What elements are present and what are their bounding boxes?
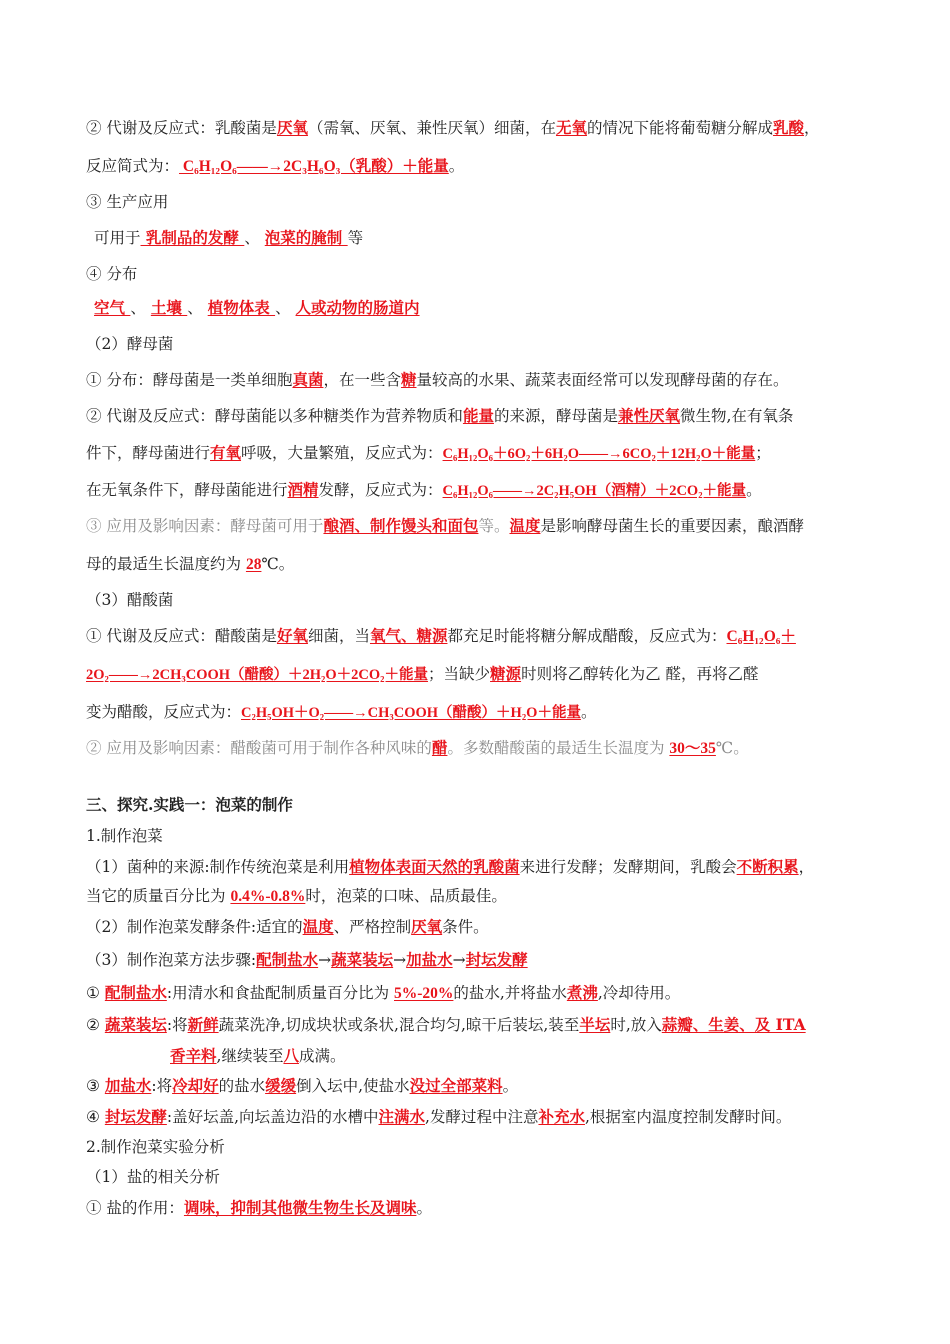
text-segment: ,继续装至 <box>216 1047 284 1065</box>
text-segment: （3）制作泡菜方法步骤: <box>86 951 257 969</box>
text-segment: 、 <box>187 299 208 317</box>
text-line <box>86 664 759 685</box>
answer-highlight: 糖源 <box>490 664 522 683</box>
answer-highlight: 有氧 <box>210 443 242 462</box>
text-segment: 母的最适生长温度约为 <box>86 555 246 573</box>
text-segment: ③ <box>86 1077 105 1095</box>
text-segment: 1.制作泡菜 <box>86 827 163 845</box>
text-segment: 时,放入 <box>610 1016 662 1034</box>
text-segment: （1）菌种的来源:制作传统泡菜是利用 <box>86 858 350 876</box>
text-segment: 时，泡菜的口味、品质最佳。 <box>305 887 507 905</box>
answer-highlight: 加盐水 <box>104 1076 152 1095</box>
answer-highlight: 28 <box>245 556 262 573</box>
text-segment: ；当缺少 <box>428 665 491 683</box>
text-segment: 时则将乙醇转化为乙 醛，再将乙醛 <box>521 665 759 683</box>
text-segment: 反应简式为： <box>86 157 180 175</box>
answer-highlight: 空气 <box>94 298 131 317</box>
text-segment: 在无氧条件下，酵母菌能进行 <box>86 481 288 499</box>
answer-highlight: 2O₂——→2CH₃COOH（醋酸）＋2H₂O＋2CO₂＋能量 <box>86 667 429 683</box>
text-segment: ① 分布：酵母菌是一类单细胞 <box>86 371 293 389</box>
text-segment: → <box>393 951 407 969</box>
answer-highlight: 乳制品的发酵 <box>140 228 245 247</box>
answer-highlight: 注满水 <box>378 1107 426 1126</box>
text-segment: （1）盐的相关分析 <box>86 1168 220 1186</box>
text-line <box>86 156 464 177</box>
answer-highlight: 新鲜 <box>187 1015 219 1034</box>
text-segment: 可用于 <box>94 229 141 247</box>
answer-highlight: 厌氧 <box>411 917 443 936</box>
text-line <box>86 702 596 723</box>
text-segment: 。多数醋酸菌的最适生长温度为 <box>447 739 670 757</box>
text-line <box>86 1198 432 1218</box>
text-segment: ，在一些含 <box>323 371 401 389</box>
answer-highlight: 煮沸 <box>566 983 598 1002</box>
text-segment: （3）醋酸菌 <box>86 591 174 609</box>
text-segment: ,发酵过程中注意 <box>425 1108 539 1126</box>
text-segment: ① 代谢及反应式：醋酸菌是 <box>86 627 277 645</box>
text-segment: ② 代谢及反应式：乳酸菌是 <box>86 119 277 137</box>
answer-highlight: 乳酸 <box>773 118 805 137</box>
text-segment: ④ 分布 <box>86 265 138 283</box>
answer-highlight: 八 <box>283 1046 299 1065</box>
text-line <box>86 334 173 354</box>
text-segment: 。 <box>580 703 597 721</box>
text-line <box>86 554 294 575</box>
answer-highlight: 酒精 <box>287 480 319 499</box>
answer-highlight: 封坛发酵 <box>465 950 528 969</box>
answer-highlight: 好氧 <box>276 626 308 645</box>
text-segment: ① <box>86 984 105 1002</box>
answer-highlight: 0.4%-0.8% <box>230 888 306 905</box>
answer-highlight: 香辛料 <box>170 1046 217 1065</box>
text-segment: （2）制作泡菜发酵条件:适宜的 <box>86 918 303 936</box>
text-segment: ④ <box>86 1108 105 1126</box>
answer-highlight: 配制盐水 <box>256 950 319 969</box>
answer-highlight: 调味，抑制其他微生物生长及调味 <box>183 1198 417 1217</box>
text-segment: 等 <box>347 229 364 247</box>
text-line <box>86 1137 225 1157</box>
text-segment: 发酵，反应式为： <box>318 481 443 499</box>
text-line <box>86 443 771 464</box>
text-line <box>170 1046 345 1066</box>
text-segment: 细菌，当 <box>307 627 370 645</box>
answer-highlight: 植物体表 <box>207 298 276 317</box>
text-segment: ℃。 <box>715 739 749 757</box>
text-segment: 。 <box>502 1077 519 1095</box>
text-segment: 件下，酵母菌进行 <box>86 444 211 462</box>
answer-highlight: C₆H₁₂O₆——→2C₃H₆O₃（乳酸）＋能量 <box>179 158 449 175</box>
text-segment: → <box>452 951 466 969</box>
answer-highlight: 氧气、糖源 <box>369 626 448 645</box>
text-segment: 等。 <box>478 517 510 535</box>
text-line <box>86 406 793 426</box>
text-line <box>86 738 749 759</box>
text-segment: 三、探究.实践一：泡菜的制作 <box>86 795 293 814</box>
text-segment: 。 <box>448 157 465 175</box>
text-line <box>86 917 489 937</box>
answer-highlight: 30～35 <box>669 740 716 757</box>
text-segment: 、 <box>275 299 296 317</box>
text-segment: 的盐水,并将盐水 <box>453 984 567 1002</box>
answer-highlight: 缓缓 <box>265 1076 297 1095</box>
text-segment: ② 代谢及反应式：酵母菌能以多种糖类作为营养物质和 <box>86 407 463 425</box>
text-segment: 呼吸，大量繁殖，反应式为： <box>241 444 443 462</box>
text-segment: → <box>318 951 332 969</box>
answer-highlight: 真菌 <box>292 370 324 389</box>
text-line <box>86 590 173 610</box>
text-segment: ② 应用及影响因素：醋酸菌可用于制作各种风味的 <box>86 739 432 757</box>
text-segment: （需氧、厌氧、兼性厌氧）细菌，在 <box>307 119 556 137</box>
text-line <box>86 950 528 970</box>
answer-highlight: 糖 <box>400 370 417 389</box>
answer-highlight: 能量 <box>462 406 494 425</box>
answer-highlight: 蒜瓣、生姜、及 ITA <box>661 1015 806 1034</box>
answer-highlight: C₆H₁₂O₆——→2C₂H₅OH（酒精）＋2CO₂＋能量 <box>442 483 747 499</box>
text-segment: ③ 生产应用 <box>86 193 169 211</box>
text-segment: 量较高的水果、蔬菜表面经常可以发现酵母菌的存在。 <box>416 371 789 389</box>
text-segment: 。 <box>416 1199 432 1217</box>
text-segment: ② <box>86 1016 105 1034</box>
answer-highlight: 醋 <box>431 738 448 757</box>
text-segment: ， <box>804 119 820 137</box>
answer-highlight: 兼性厌氧 <box>617 406 680 425</box>
answer-highlight: 酿酒、制作馒头和面包 <box>323 516 479 535</box>
answer-highlight: 半坛 <box>579 1015 611 1034</box>
text-segment: 都充足时能将糖分解成醋酸，反应式为： <box>447 627 727 645</box>
answer-highlight: C₆H₁₂O₆＋ <box>726 628 796 645</box>
text-segment: 的盐水 <box>218 1077 266 1095</box>
text-segment: 倒入坛中,使盐水 <box>296 1077 410 1095</box>
text-line <box>86 826 163 846</box>
text-segment: 、 <box>130 299 151 317</box>
text-line <box>94 228 363 248</box>
text-line <box>86 626 796 647</box>
answer-highlight: C₂H₅OH＋O₂——→CH₃COOH（醋酸）＋H₂O＋能量 <box>241 705 581 721</box>
text-segment: ① 盐的作用： <box>86 1199 184 1217</box>
text-segment: 。 <box>746 481 762 499</box>
answer-highlight: 人或动物的肠道内 <box>295 298 420 317</box>
text-segment: ； <box>755 444 771 462</box>
text-line <box>86 886 507 907</box>
text-segment: 是影响酵母菌生长的重要因素，酿酒酵 <box>540 517 804 535</box>
text-segment: :将 <box>151 1077 173 1095</box>
text-line <box>86 118 820 138</box>
answer-highlight: 蔬菜装坛 <box>104 1015 167 1034</box>
text-segment: ,根据室内温度控制发酵时间。 <box>584 1108 792 1126</box>
answer-highlight: 蔬菜装坛 <box>331 950 394 969</box>
text-line <box>86 1076 518 1096</box>
answer-highlight: 配制盐水 <box>104 983 167 1002</box>
text-segment: 来进行发酵；发酵期间，乳酸会 <box>519 858 737 876</box>
text-line <box>86 370 789 390</box>
text-segment: 、 <box>244 229 265 247</box>
answer-highlight: 泡菜的腌制 <box>264 228 348 247</box>
text-line <box>86 1167 220 1187</box>
answer-highlight: 不断积累 <box>736 857 799 876</box>
text-line <box>86 857 814 877</box>
text-segment: :用清水和食盐配制质量百分比为 <box>166 984 394 1002</box>
answer-highlight: C₆H₁₂O₆＋6O₂＋6H₂O——→6CO₂＋12H₂O＋能量 <box>442 446 756 462</box>
text-segment: 的情况下能将葡萄糖分解成 <box>586 119 773 137</box>
text-segment: ， <box>798 858 815 876</box>
text-line <box>86 795 293 815</box>
answer-highlight: 5%-20% <box>394 985 454 1002</box>
answer-highlight: 厌氧 <box>276 118 308 137</box>
text-segment: （2）酵母菌 <box>86 335 174 353</box>
answer-highlight: 冷却好 <box>172 1076 219 1095</box>
text-line <box>86 264 137 284</box>
answer-highlight: 补充水 <box>538 1107 585 1126</box>
answer-highlight: 温度 <box>509 516 541 535</box>
text-segment: 当它的质量百分比为 <box>86 887 231 905</box>
text-segment: 蔬菜洗净,切成块状或条状,混合均匀,晾干后装坛,装至 <box>218 1016 580 1034</box>
answer-highlight: 加盐水 <box>406 950 453 969</box>
answer-highlight: 没过全部菜料 <box>409 1076 503 1095</box>
text-segment: ,冷却待用。 <box>597 984 681 1002</box>
text-segment: 的来源，酵母菌是 <box>493 407 618 425</box>
text-segment: :将 <box>166 1016 188 1034</box>
text-line <box>86 480 762 501</box>
answer-highlight: 温度 <box>302 917 334 936</box>
answer-highlight: 植物体表面天然的乳酸菌 <box>349 857 520 876</box>
text-line <box>86 1107 791 1127</box>
text-segment: 、严格控制 <box>333 918 412 936</box>
text-line <box>86 516 804 536</box>
answer-highlight: 无氧 <box>555 118 587 137</box>
text-segment: 变为醋酸，反应式为： <box>86 703 242 721</box>
text-segment: ℃。 <box>261 555 295 573</box>
text-line <box>86 192 168 212</box>
text-line <box>86 983 680 1004</box>
text-segment: 成满。 <box>298 1047 346 1065</box>
text-line <box>86 1015 806 1035</box>
text-segment: 微生物,在有氧条 <box>679 407 794 425</box>
text-line <box>94 298 420 318</box>
answer-highlight: 封坛发酵 <box>104 1107 167 1126</box>
text-segment: 2.制作泡菜实验分析 <box>86 1138 225 1156</box>
answer-highlight: 土壤 <box>150 298 188 317</box>
text-segment: 条件。 <box>442 918 489 936</box>
text-segment: :盖好坛盖,向坛盖边沿的水槽中 <box>166 1108 379 1126</box>
text-segment: ③ 应用及影响因素：酵母菌可用于 <box>86 517 324 535</box>
